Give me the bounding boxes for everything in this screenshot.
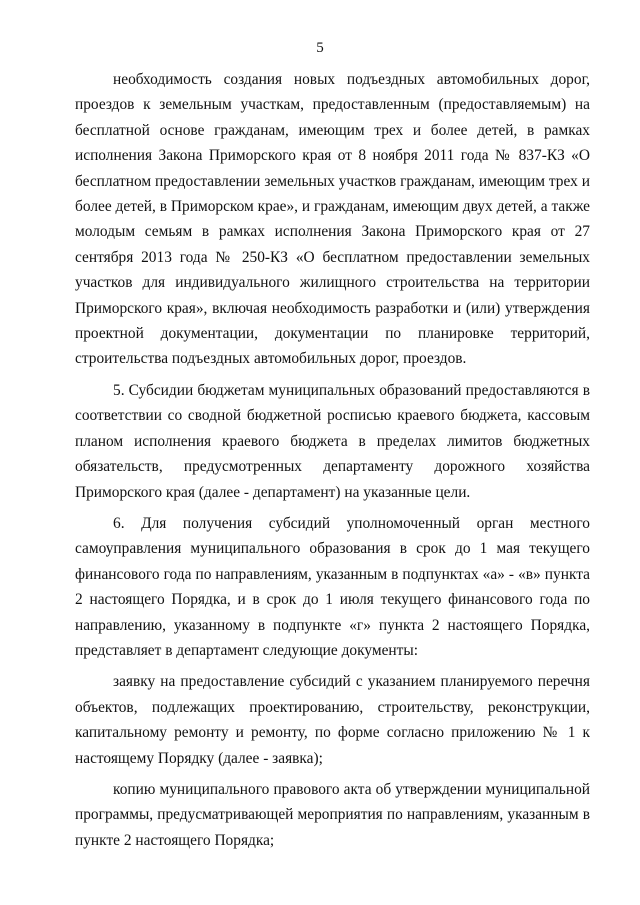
document-body	[75, 67, 590, 853]
paragraph-application: заявку на предоставление субсидий с указанием планируемого перечня объектов, подлежащих проектированию, строительству, реконструкции, капитальному ремонту и ремонту, по форме согласно приложению № 1 к настоящему Порядку (далее - заявка);	[75, 673, 590, 767]
paragraph-program-copy: копию муниципального правового акта об утверждении муниципальной программы, предусматривающей мероприятия по направлениям, указанным в пункте 2 настоящего Порядка;	[75, 780, 590, 849]
paragraph-continued: необходимость создания новых подъездных автомобильных дорог, проездов к земельным участкам, предоставленным (предоставляемым) на бесплатной основе гражданам, имеющим трех и более детей, в рамках исполнения Закона Приморского края от 8 ноября 2011 года № 837-КЗ «О бесплатном предоставлении земельных участков гражданам, имеющим трех и более детей, в Приморском крае», и гражданам, имеющим двух детей, а также молодым семьям в рамках исполнения Закона Приморского края от 27 сентября 2013 года № 250-КЗ «О бесплатном предоставлении земельных участков для индивидуального жилищного строительства на территории Приморского края», включая необходимость разработки и (или) утверждения проектной документации, документации по планировке территорий, строительства подъездных автомобильных дорог, проездов.	[75, 71, 590, 368]
paragraph-item-6: 6. Для получения субсидий уполномоченный орган местного самоуправления муниципального образования в срок до 1 мая текущего финансового года по направлениям, указанным в подпунктах «а» - «в» пункта 2 настоящего Порядка, и в срок до 1 июля текущего финансового года по направлению, указанному в подпункте «г» пункта 2 настоящего Порядка, представляет в департамент следующие документы:	[75, 514, 590, 659]
page-number: 5	[316, 40, 324, 56]
paragraph-item-5: 5. Субсидии бюджетам муниципальных образований предоставляются в соответствии со сводной бюджетной росписью краевого бюджета, кассовым планом исполнения краевого бюджета в пределах лимитов бюджетных обязательств, предусмотренных департаменту дорожного хозяйства Приморского края (далее - департамент) на указанные цели.	[75, 381, 590, 501]
